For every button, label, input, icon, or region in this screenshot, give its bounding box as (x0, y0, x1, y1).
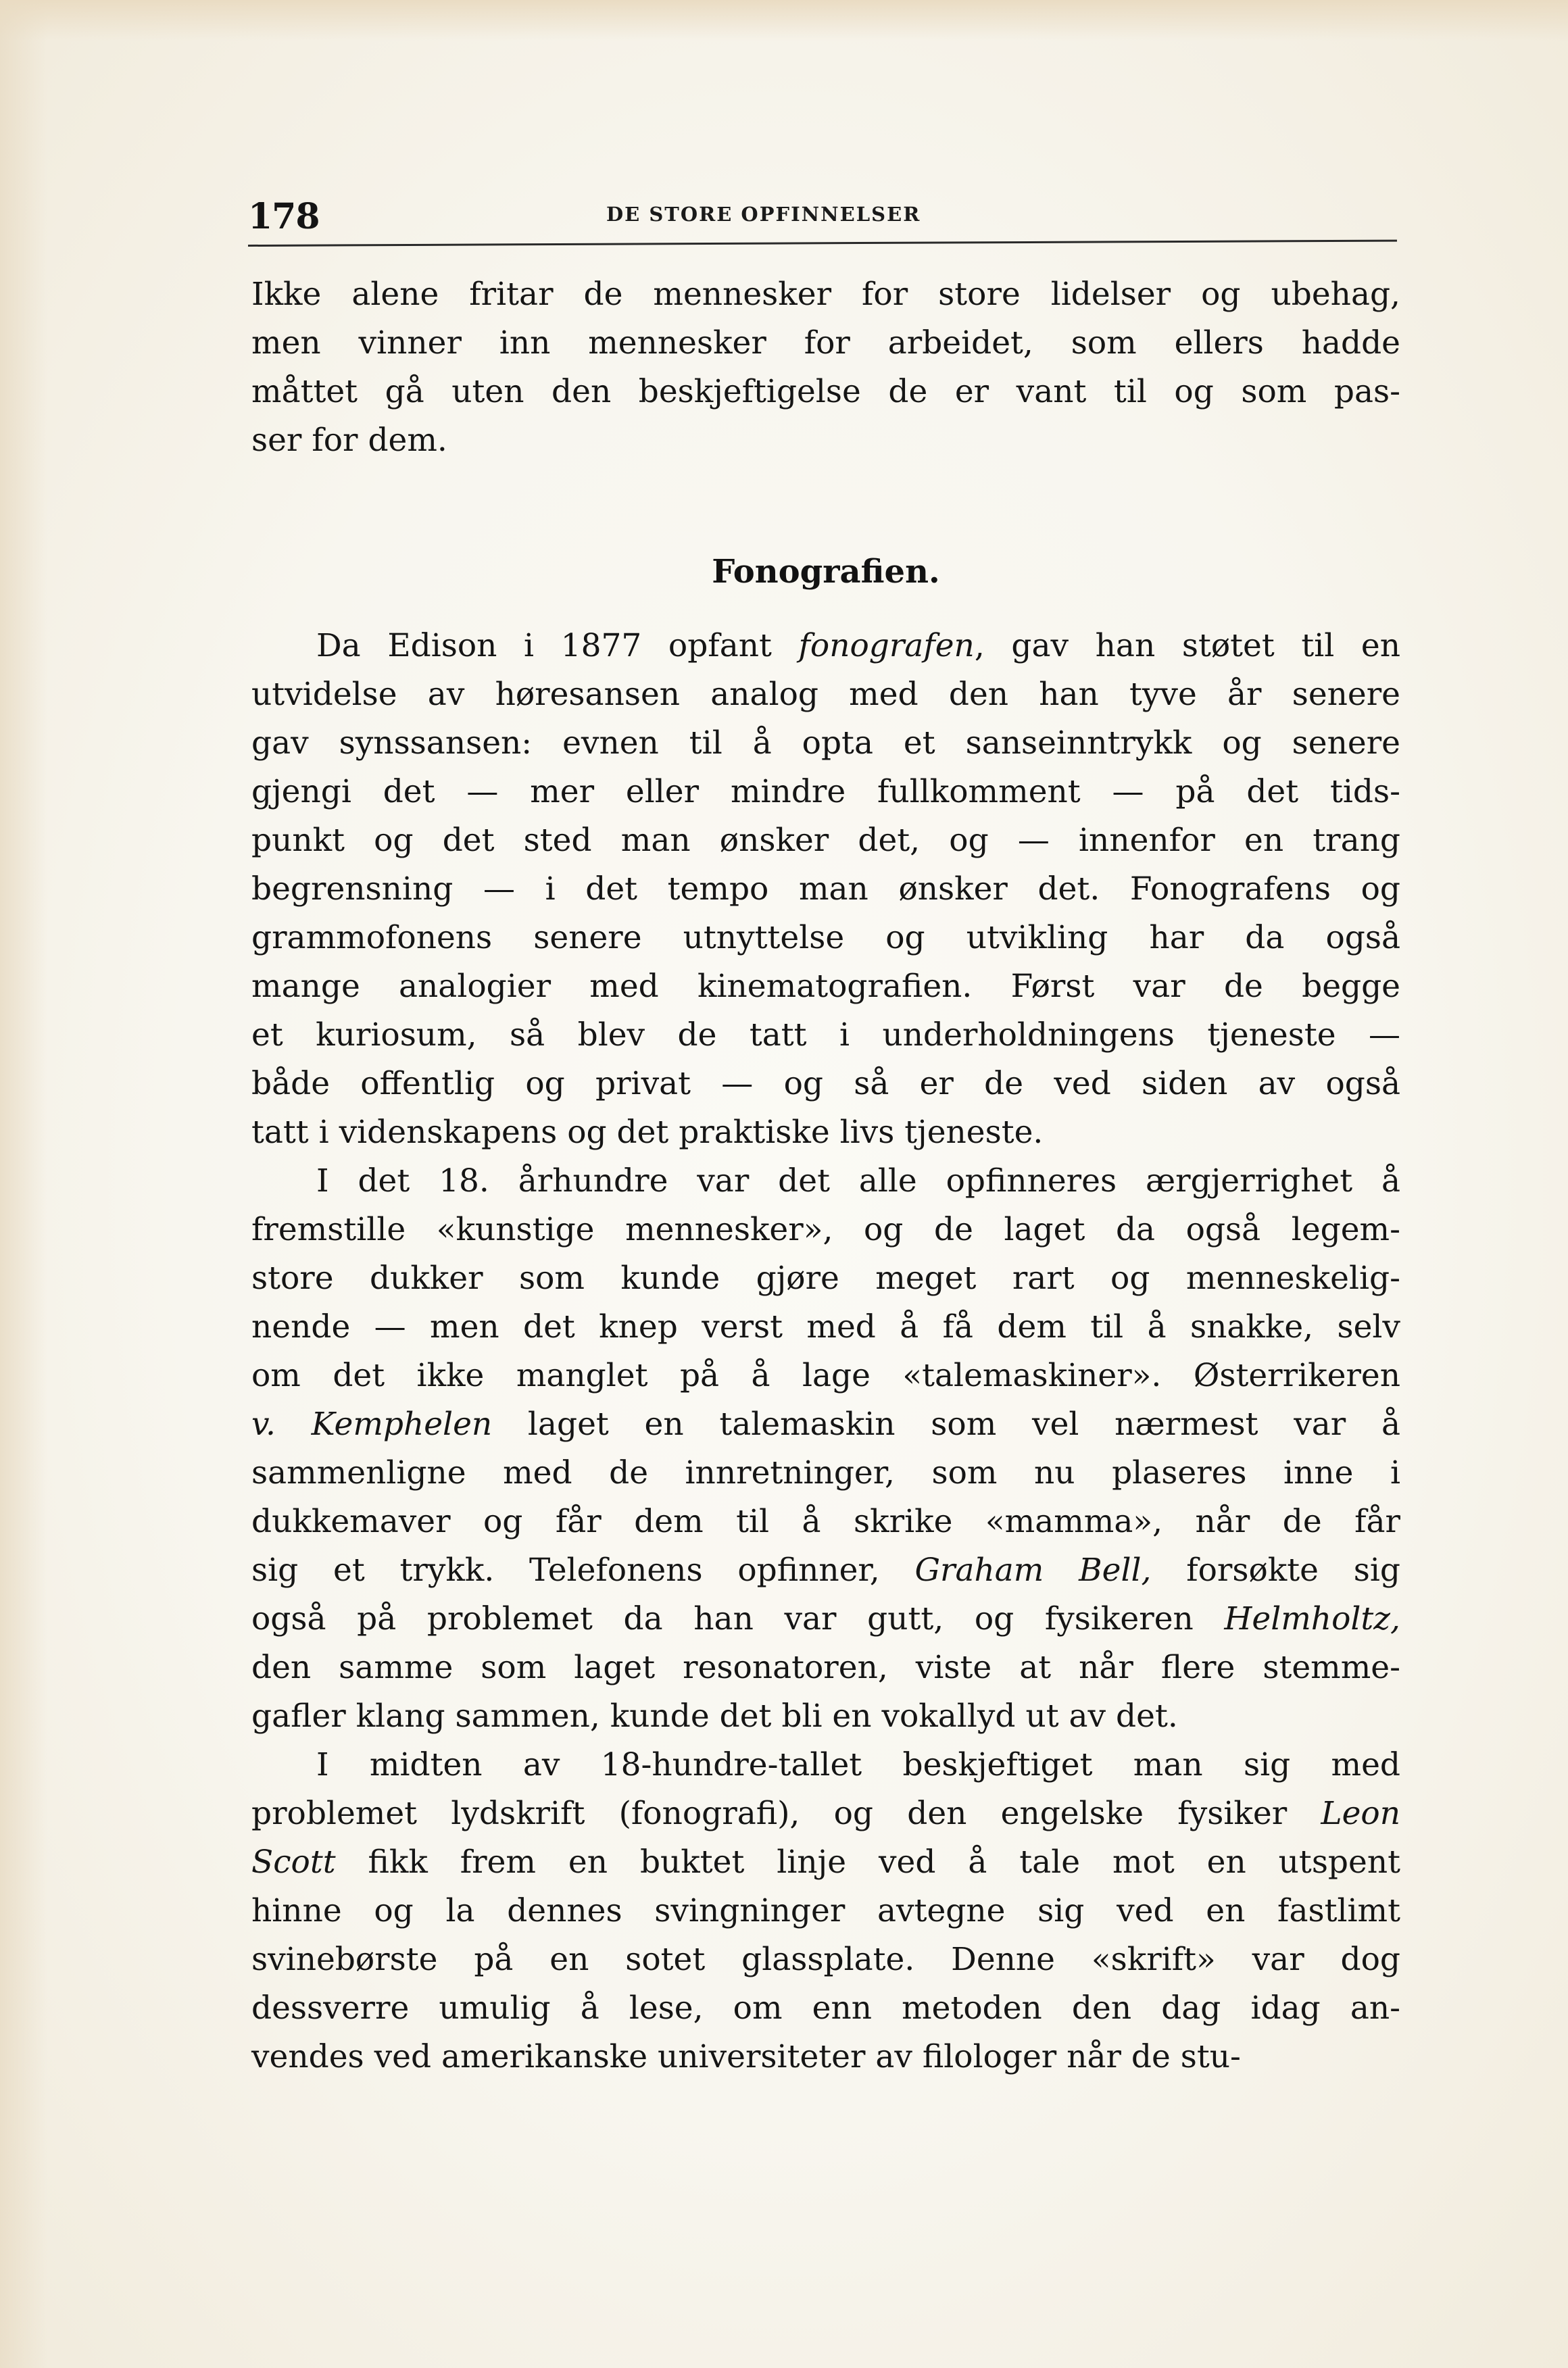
text-line: tatt i videnskapens og det praktiske livs tjeneste. (251, 1114, 1044, 1151)
text-line: I midten av 18-hundre-tallet beskjeftiget man sig med (316, 1746, 1400, 1783)
text-line: svinebørste på en sotet glassplate. Denne «skrift» var dog (251, 1941, 1400, 1978)
text-line: måttet gå uten den beskjeftigelse de er vant til og som pas- (251, 373, 1400, 410)
text-line: gjengi det — mer eller mindre fullkomment — på det tids- (251, 773, 1400, 810)
text-line: om det ikke manglet på å lage «talemaskiner». Østerrikeren (251, 1357, 1400, 1394)
running-title: DE STORE OPFINNELSER (606, 203, 921, 226)
text-line: hinne og la dennes svingninger avtegne sig ved en fastlimt (251, 1892, 1400, 1929)
text-line: grammofonens senere utnyttelse og utvikling har da også (251, 919, 1400, 956)
page-number: 178 (248, 196, 320, 237)
text-line: Ikke alene fritar de mennesker for store lidelser og ubehag, (251, 276, 1400, 313)
italic-name: Leon (1321, 1795, 1400, 1832)
text-line: gav synssansen: evnen til å opta et sanseinntrykk og senere (251, 724, 1400, 762)
running-head (248, 196, 1397, 243)
text-line: den samme som laget resonatoren, viste at når flere stemme- (251, 1649, 1400, 1686)
italic-name: v. Kemphelen (251, 1406, 493, 1443)
section-heading: Fonografien. (712, 553, 940, 591)
text-line: dukkemaver og får dem til å skrike «mamma», når de får (251, 1503, 1400, 1540)
text-line: dessverre umulig å lese, om enn metoden den dag idag an- (251, 1990, 1400, 2027)
text-line: Da Edison i 1877 opfant fonografen, gav han støtet til en (316, 627, 1400, 664)
italic-name: Helmholtz, (1224, 1600, 1400, 1637)
text-line: mange analogier med kinematografien. Først var de begge (251, 968, 1400, 1005)
italic-name: fonografen (798, 627, 975, 664)
text-line: gafler klang sammen, kunde det bli en vokallyd ut av det. (251, 1698, 1178, 1735)
text-line: ser for dem. (251, 422, 447, 459)
text-line: utvidelse av høresansen analog med den han tyve år senere (251, 676, 1400, 713)
text-line: men vinner inn mennesker for arbeidet, som ellers hadde (251, 324, 1400, 362)
text-line: et kuriosum, så blev de tatt i underholdningens tjeneste — (251, 1016, 1400, 1054)
text-line: sig et trykk. Telefonens opfinner, Graham Bell, forsøkte sig (251, 1552, 1400, 1589)
italic-name: Scott (251, 1844, 336, 1881)
text-line: vendes ved amerikanske universiteter av filologer når de stu- (251, 2038, 1241, 2075)
text-line: I det 18. århundre var det alle opfinneres ærgjerrighet å (316, 1162, 1400, 1200)
text-line: store dukker som kunde gjøre meget rart og menneskelig- (251, 1260, 1400, 1297)
text-line: både offentlig og privat — og så er de ved siden av også (251, 1065, 1400, 1102)
text-line: problemet lydskrift (fonografi), og den engelske fysiker Leon (251, 1795, 1400, 1832)
text-line: begrensning — i det tempo man ønsker det. Fonografens og (251, 870, 1400, 908)
text-line: punkt og det sted man ønsker det, og — innenfor en trang (251, 822, 1400, 859)
text-line: også på problemet da han var gutt, og fysikeren Helmholtz, (251, 1600, 1400, 1637)
italic-name: Graham Bell, (914, 1552, 1152, 1589)
text-line: fremstille «kunstige mennesker», og de laget da også legem- (251, 1211, 1400, 1248)
text-line: sammenligne med de innretninger, som nu plaseres inne i (251, 1454, 1400, 1491)
text-line: nende — men det knep verst med å få dem til å snakke, selv (251, 1308, 1400, 1346)
text-line: v. Kemphelen laget en talemaskin som vel nærmest var å (251, 1406, 1401, 1443)
text-line: Scott fikk frem en buktet linje ved å tale mot en utspent (251, 1844, 1400, 1881)
